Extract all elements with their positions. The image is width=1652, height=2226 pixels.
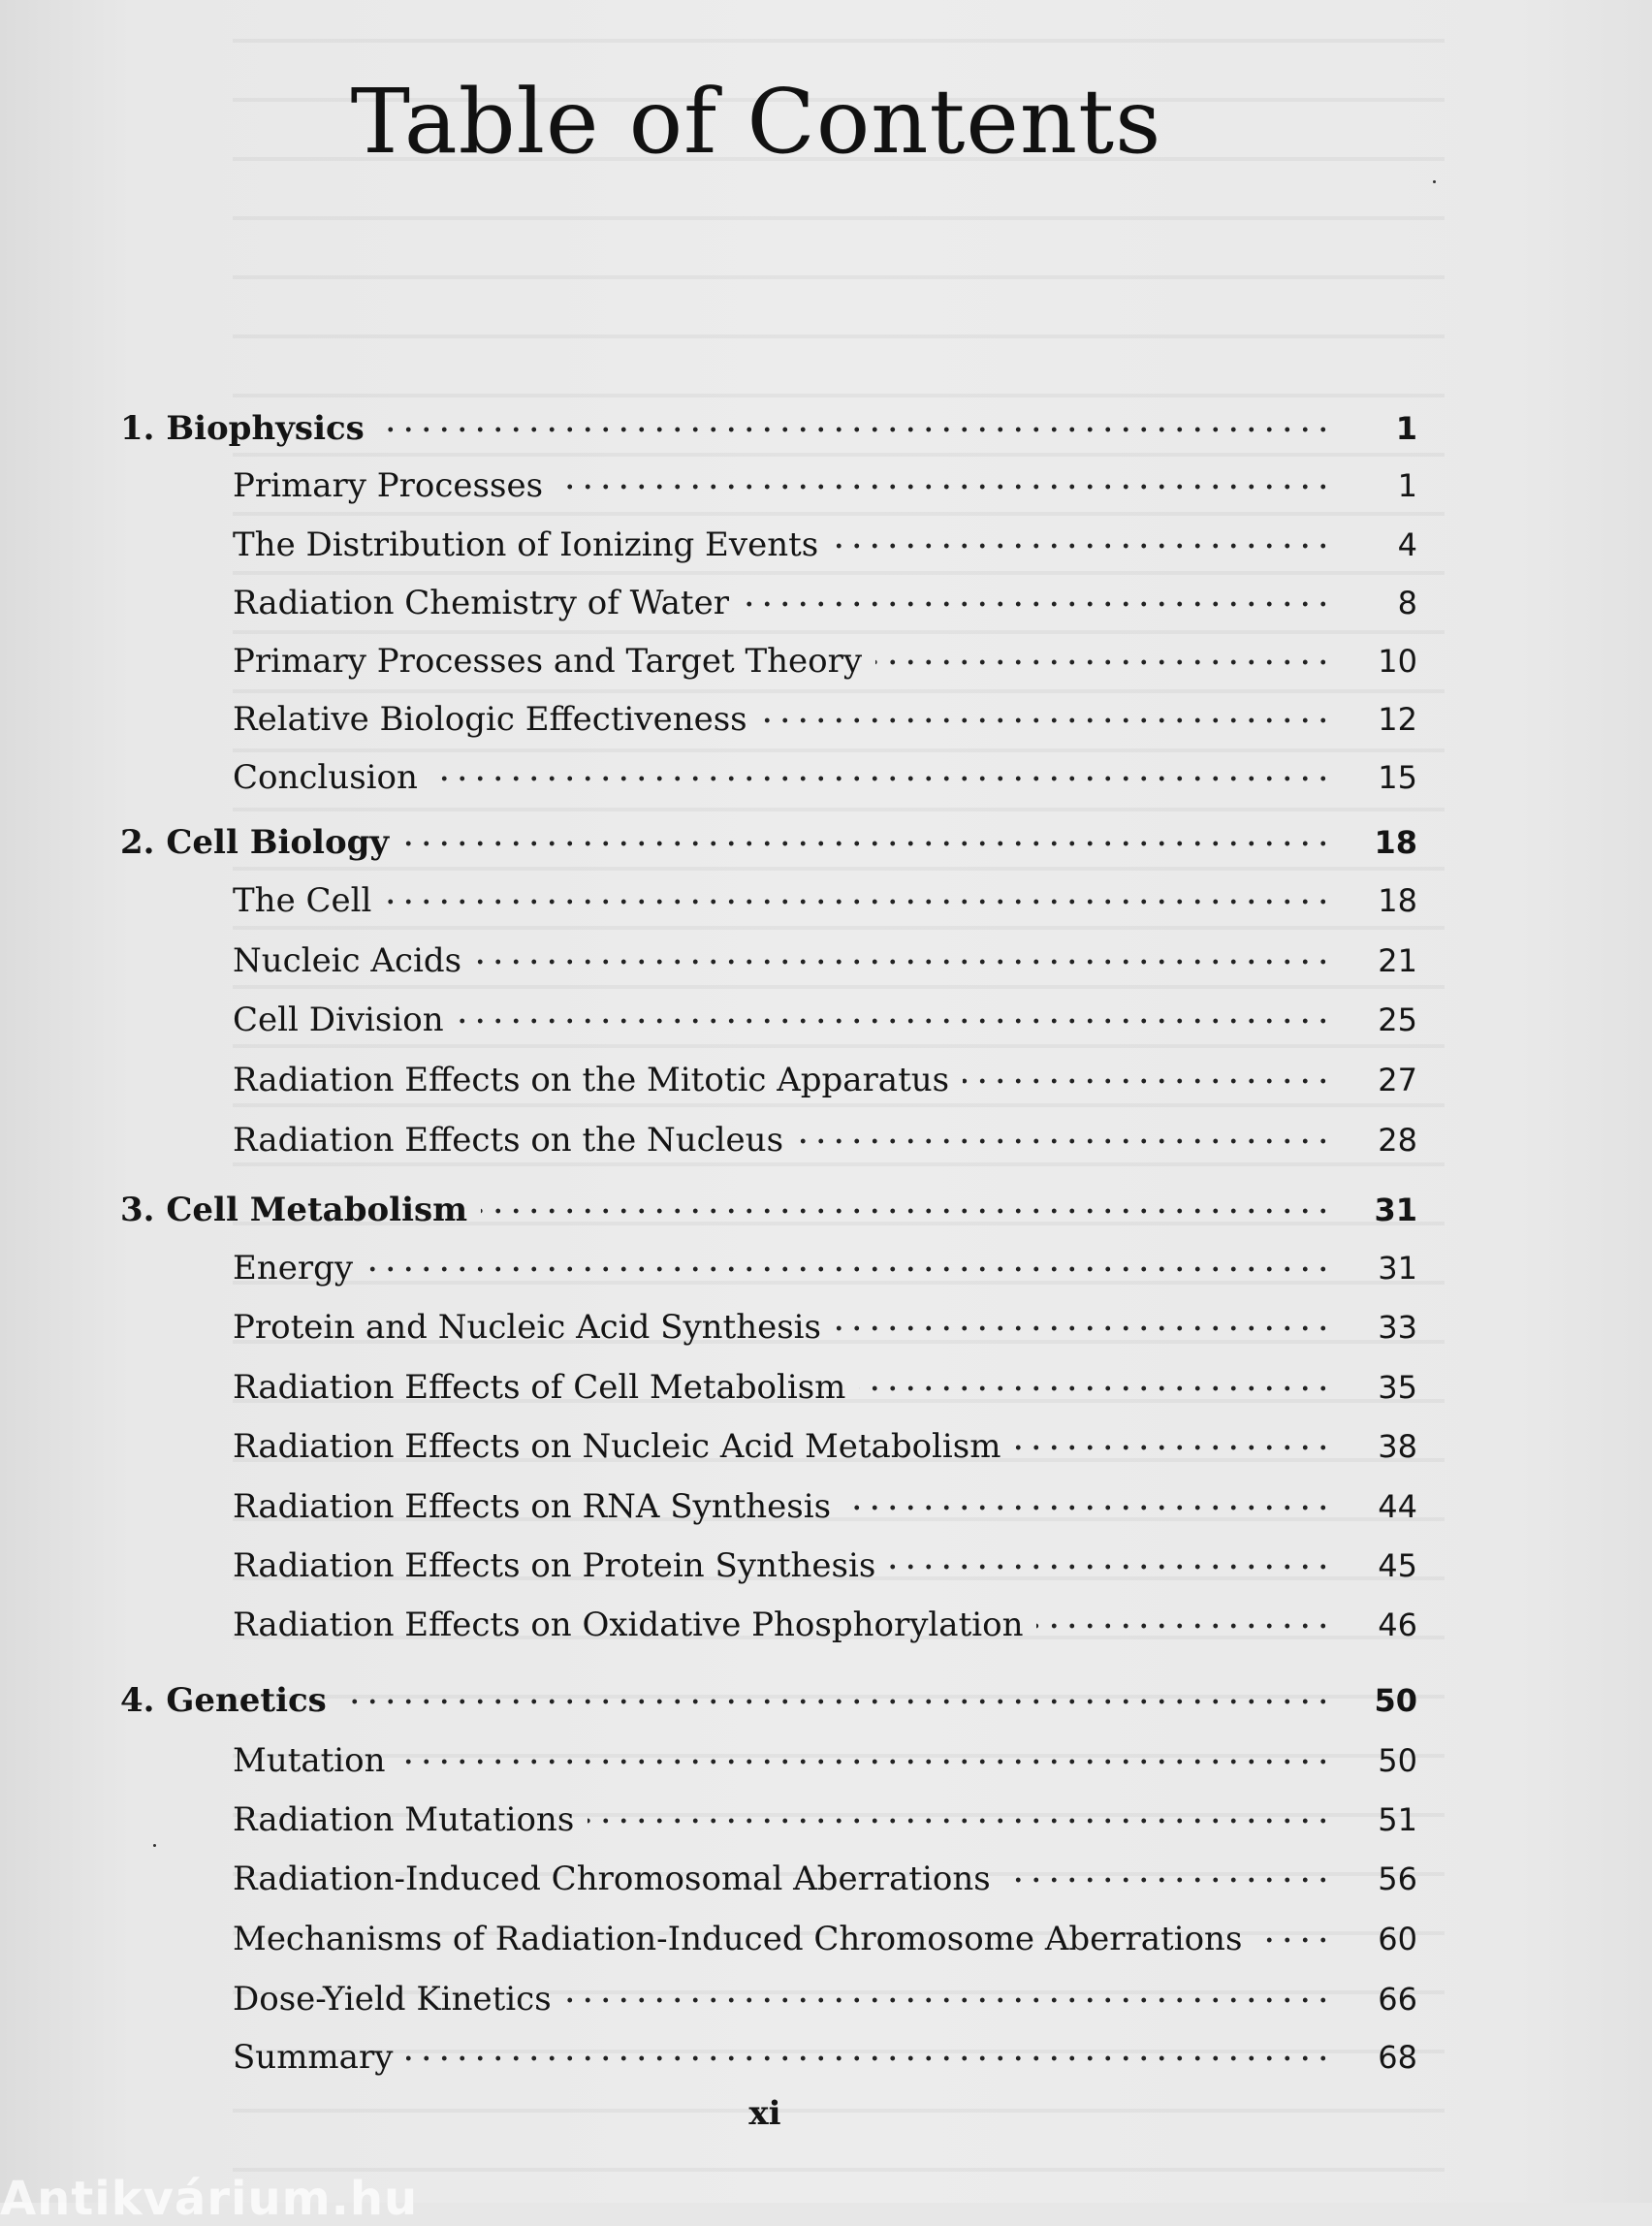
section-page-number: 8 [1397,585,1417,621]
dot-leader [963,1066,1332,1096]
toc-section-row [0,1916,1652,1962]
dot-leader [1255,1925,1332,1955]
toc-section-row [0,1057,1652,1103]
section-page-number: 31 [1378,1250,1417,1287]
chapter-name: Cell Metabolism [166,1191,468,1229]
section-title: Radiation Effects on RNA Synthesis [233,1487,832,1526]
chapter-number: 4. [120,1681,155,1720]
chapter-page-number: 18 [1374,824,1417,861]
dot-leader [1004,1865,1332,1894]
dot-leader [835,1314,1332,1343]
toc-chapter-row [0,405,1652,452]
section-page-number: 46 [1378,1606,1417,1643]
section-page-number: 56 [1378,1860,1417,1897]
toc-section-row [0,877,1652,924]
toc-section-row [0,1117,1652,1163]
section-page-number: 35 [1378,1369,1417,1406]
section-title: Radiation Effects on Protein Synthesis [233,1546,876,1585]
section-page-number: 60 [1378,1921,1417,1957]
section-page-number: 12 [1378,701,1417,738]
toc-section-row [0,1304,1652,1351]
section-page-number: 50 [1378,1742,1417,1779]
section-title: Radiation Effects on the Nucleus [233,1121,784,1160]
section-title: Conclusion [233,758,418,797]
toc-section-row [0,997,1652,1043]
dot-leader [340,1687,1332,1716]
toc-section-row [0,580,1652,626]
section-page-number: 68 [1378,2039,1417,2076]
chapter-name: Biophysics [166,409,365,448]
watermark: Antikvárium.hu [0,2172,419,2226]
toc-section-row [0,638,1652,684]
toc-section-row [0,1364,1652,1411]
section-title: The Cell [233,881,372,920]
section-page-number: 21 [1378,942,1417,979]
section-page-number: 27 [1378,1062,1417,1098]
dot-leader [431,764,1332,793]
section-title: Summary [233,2038,394,2077]
chapter-name: Genetics [166,1681,327,1720]
section-title: The Distribution of Ionizing Events [233,525,819,564]
chapter-page-number: 50 [1374,1682,1417,1719]
dot-leader [458,1006,1332,1035]
section-title: Mutation [233,1741,386,1780]
section-title: Radiation Chemistry of Water [233,584,729,622]
chapter-number: 2. [120,823,155,862]
section-page-number: 51 [1378,1801,1417,1838]
chapter-number: 1. [120,409,155,448]
chapter-title [120,405,372,452]
section-title: Nucleic Acids [233,941,462,980]
section-page-number: 15 [1378,759,1417,796]
dot-leader [565,1986,1332,2015]
toc-section-row [0,696,1652,743]
toc-chapter-row [0,1187,1652,1233]
section-page-number: 10 [1378,643,1417,680]
section-title: Radiation Mutations [233,1800,575,1839]
chapter-page-number: 1 [1395,410,1417,447]
chapter-title [120,819,397,866]
section-page-number: 4 [1397,526,1417,563]
dot-leader [481,1196,1332,1225]
section-page-number: 28 [1378,1122,1417,1159]
dot-leader [859,1374,1332,1403]
section-page-number: 45 [1378,1547,1417,1584]
dot-leader [406,2044,1332,2073]
dot-leader [743,589,1332,619]
toc-section-row [0,462,1652,509]
toc-section-row [0,522,1652,568]
section-title: Radiation Effects of Cell Metabolism [233,1368,846,1407]
chapter-page-number: 31 [1374,1192,1417,1228]
paper-speck [153,1844,156,1847]
section-title: Relative Biologic Effectiveness [233,700,747,739]
dot-leader [761,706,1332,735]
section-page-number: 66 [1378,1981,1417,2018]
section-title: Radiation Effects on Oxidative Phosphorylation [233,1606,1024,1644]
toc-section-row [0,1542,1652,1589]
section-page-number: 44 [1378,1488,1417,1525]
section-title: Dose-Yield Kinetics [233,1980,552,2019]
dot-leader [588,1806,1332,1835]
toc-section-row [0,1856,1652,1902]
toc-section-row [0,1423,1652,1470]
dot-leader [475,947,1332,976]
toc-section-row [0,2034,1652,2081]
toc-section-row [0,938,1652,984]
section-title: Mechanisms of Radiation-Induced Chromosome Aberrations [233,1920,1243,1958]
dot-leader [844,1493,1332,1522]
dot-leader [556,472,1332,501]
dot-leader [402,829,1332,858]
toc-section-row [0,1976,1652,2022]
section-page-number: 38 [1378,1428,1417,1465]
dot-leader [1015,1433,1332,1462]
dot-leader [378,415,1332,444]
page-title: Table of Contents [350,70,1162,174]
dot-leader [875,648,1332,677]
section-title: Radiation-Induced Chromosomal Aberrations [233,1860,991,1898]
toc-chapter-row [0,819,1652,866]
toc-chapter-row [0,1677,1652,1724]
section-title: Primary Processes [233,466,544,505]
chapter-title [120,1187,475,1233]
page-folio: xi [748,2094,781,2133]
toc-section-row [0,1797,1652,1843]
toc-section-row [0,1483,1652,1530]
section-page-number: 25 [1378,1002,1417,1038]
section-page-number: 1 [1397,467,1417,504]
toc-section-row [0,1245,1652,1291]
section-page-number: 18 [1378,882,1417,919]
dot-leader [385,887,1332,916]
dot-leader [797,1127,1332,1156]
toc-section-row [0,1602,1652,1648]
toc-section-row [0,754,1652,801]
dot-leader [399,1747,1332,1776]
dot-leader [366,1255,1332,1284]
section-title: Energy [233,1249,354,1288]
paper-speck [1433,180,1436,183]
section-page-number: 33 [1378,1309,1417,1346]
section-title: Radiation Effects on Nucleic Acid Metabolism [233,1427,1001,1466]
section-title: Protein and Nucleic Acid Synthesis [233,1308,822,1347]
section-title: Radiation Effects on the Mitotic Apparatus [233,1061,950,1099]
dot-leader [889,1552,1332,1581]
section-title: Cell Division [233,1001,444,1039]
section-title: Primary Processes and Target Theory [233,642,863,681]
dot-leader [1036,1611,1332,1640]
toc-section-row [0,1737,1652,1784]
chapter-title [120,1677,334,1724]
chapter-number: 3. [120,1191,155,1229]
chapter-name: Cell Biology [166,823,390,862]
dot-leader [832,531,1332,560]
